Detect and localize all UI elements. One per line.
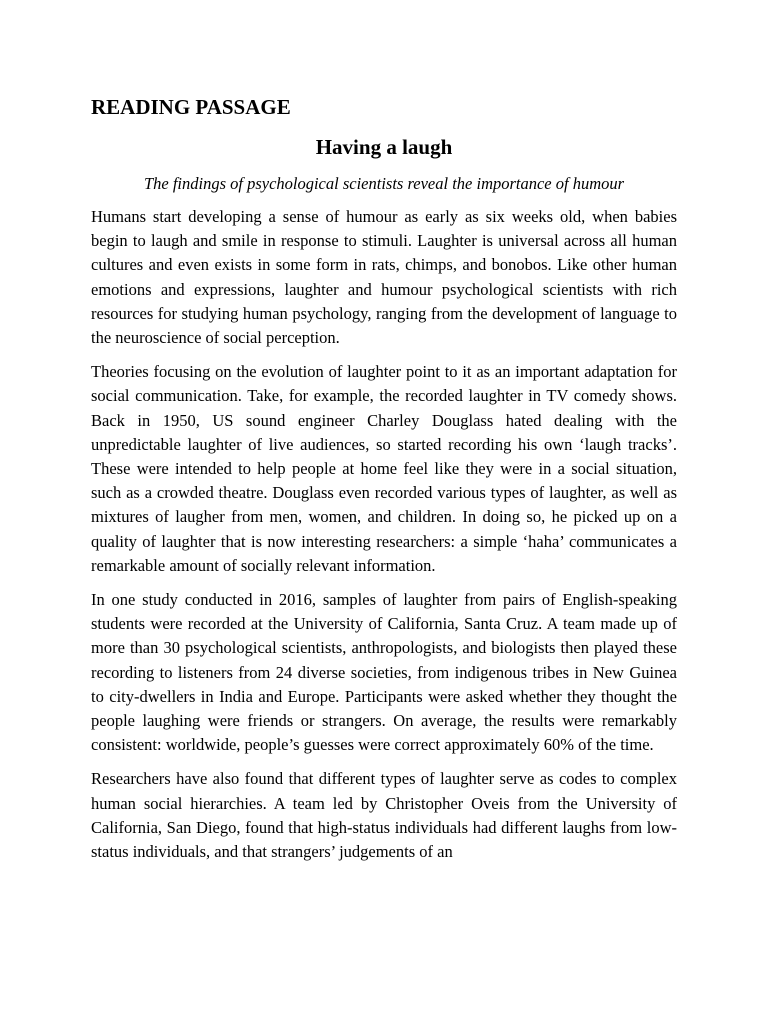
paragraph-4: Researchers have also found that different types of laughter serve as codes to complex human social hierarchies. A team led by Christopher Oveis from the University of California, San Diego, found that high-status individuals had different laughs from low-status individuals, and that strangers’ judgements of an [91,769,677,862]
reading-passage-page [91,93,677,864]
passage-title: Having a laugh [315,135,453,159]
section-label: READING PASSAGE [91,95,291,119]
paragraph-3: In one study conducted in 2016, samples of laughter from pairs of English-speaking students were recorded at the University of California, Santa Cruz. A team made up of more than 30 psychological scientists, anthropologists, and biologists then played these recording to listeners from 24 diverse societies, from indigenous tribes in New Guinea to city-dwellers in India and Europe. Participants were asked whether they thought the people laughing were friends or strangers. On average, the results were remarkably consistent: worldwide, people’s guesses were correct approximately 60% of the time. [91,590,677,755]
paragraph-2: Theories focusing on the evolution of laughter point to it as an important adaptation for social communication. Take, for example, the recorded laughter in TV comedy shows. Back in 1950, US sound engineer Charley Douglass hated dealing with the unpredictable laughter of live audiences, so started recording his own ‘laugh tracks’. These were intended to help people at home feel like they were in a social situation, such as a crowded theatre. Douglass even recorded various types of laughter, as well as mixtures of laugher from men, women, and children. In doing so, he picked up on a quality of laughter that is now interesting researchers: a simple ‘haha’ communicates a remarkable amount of socially relevant information. [91,362,677,575]
passage-subtitle: The findings of psychological scientists reveal the importance of humour [143,174,625,193]
paragraph-1: Humans start developing a sense of humour as early as six weeks old, when babies begin to laugh and smile in response to stimuli. Laughter is universal across all human cultures and even exists in some form in rats, chimps, and bonobos. Like other human emotions and expressions, laughter and humour psychological scientists with rich resources for studying human psychology, ranging from the development of language to the neuroscience of social perception. [91,207,677,348]
